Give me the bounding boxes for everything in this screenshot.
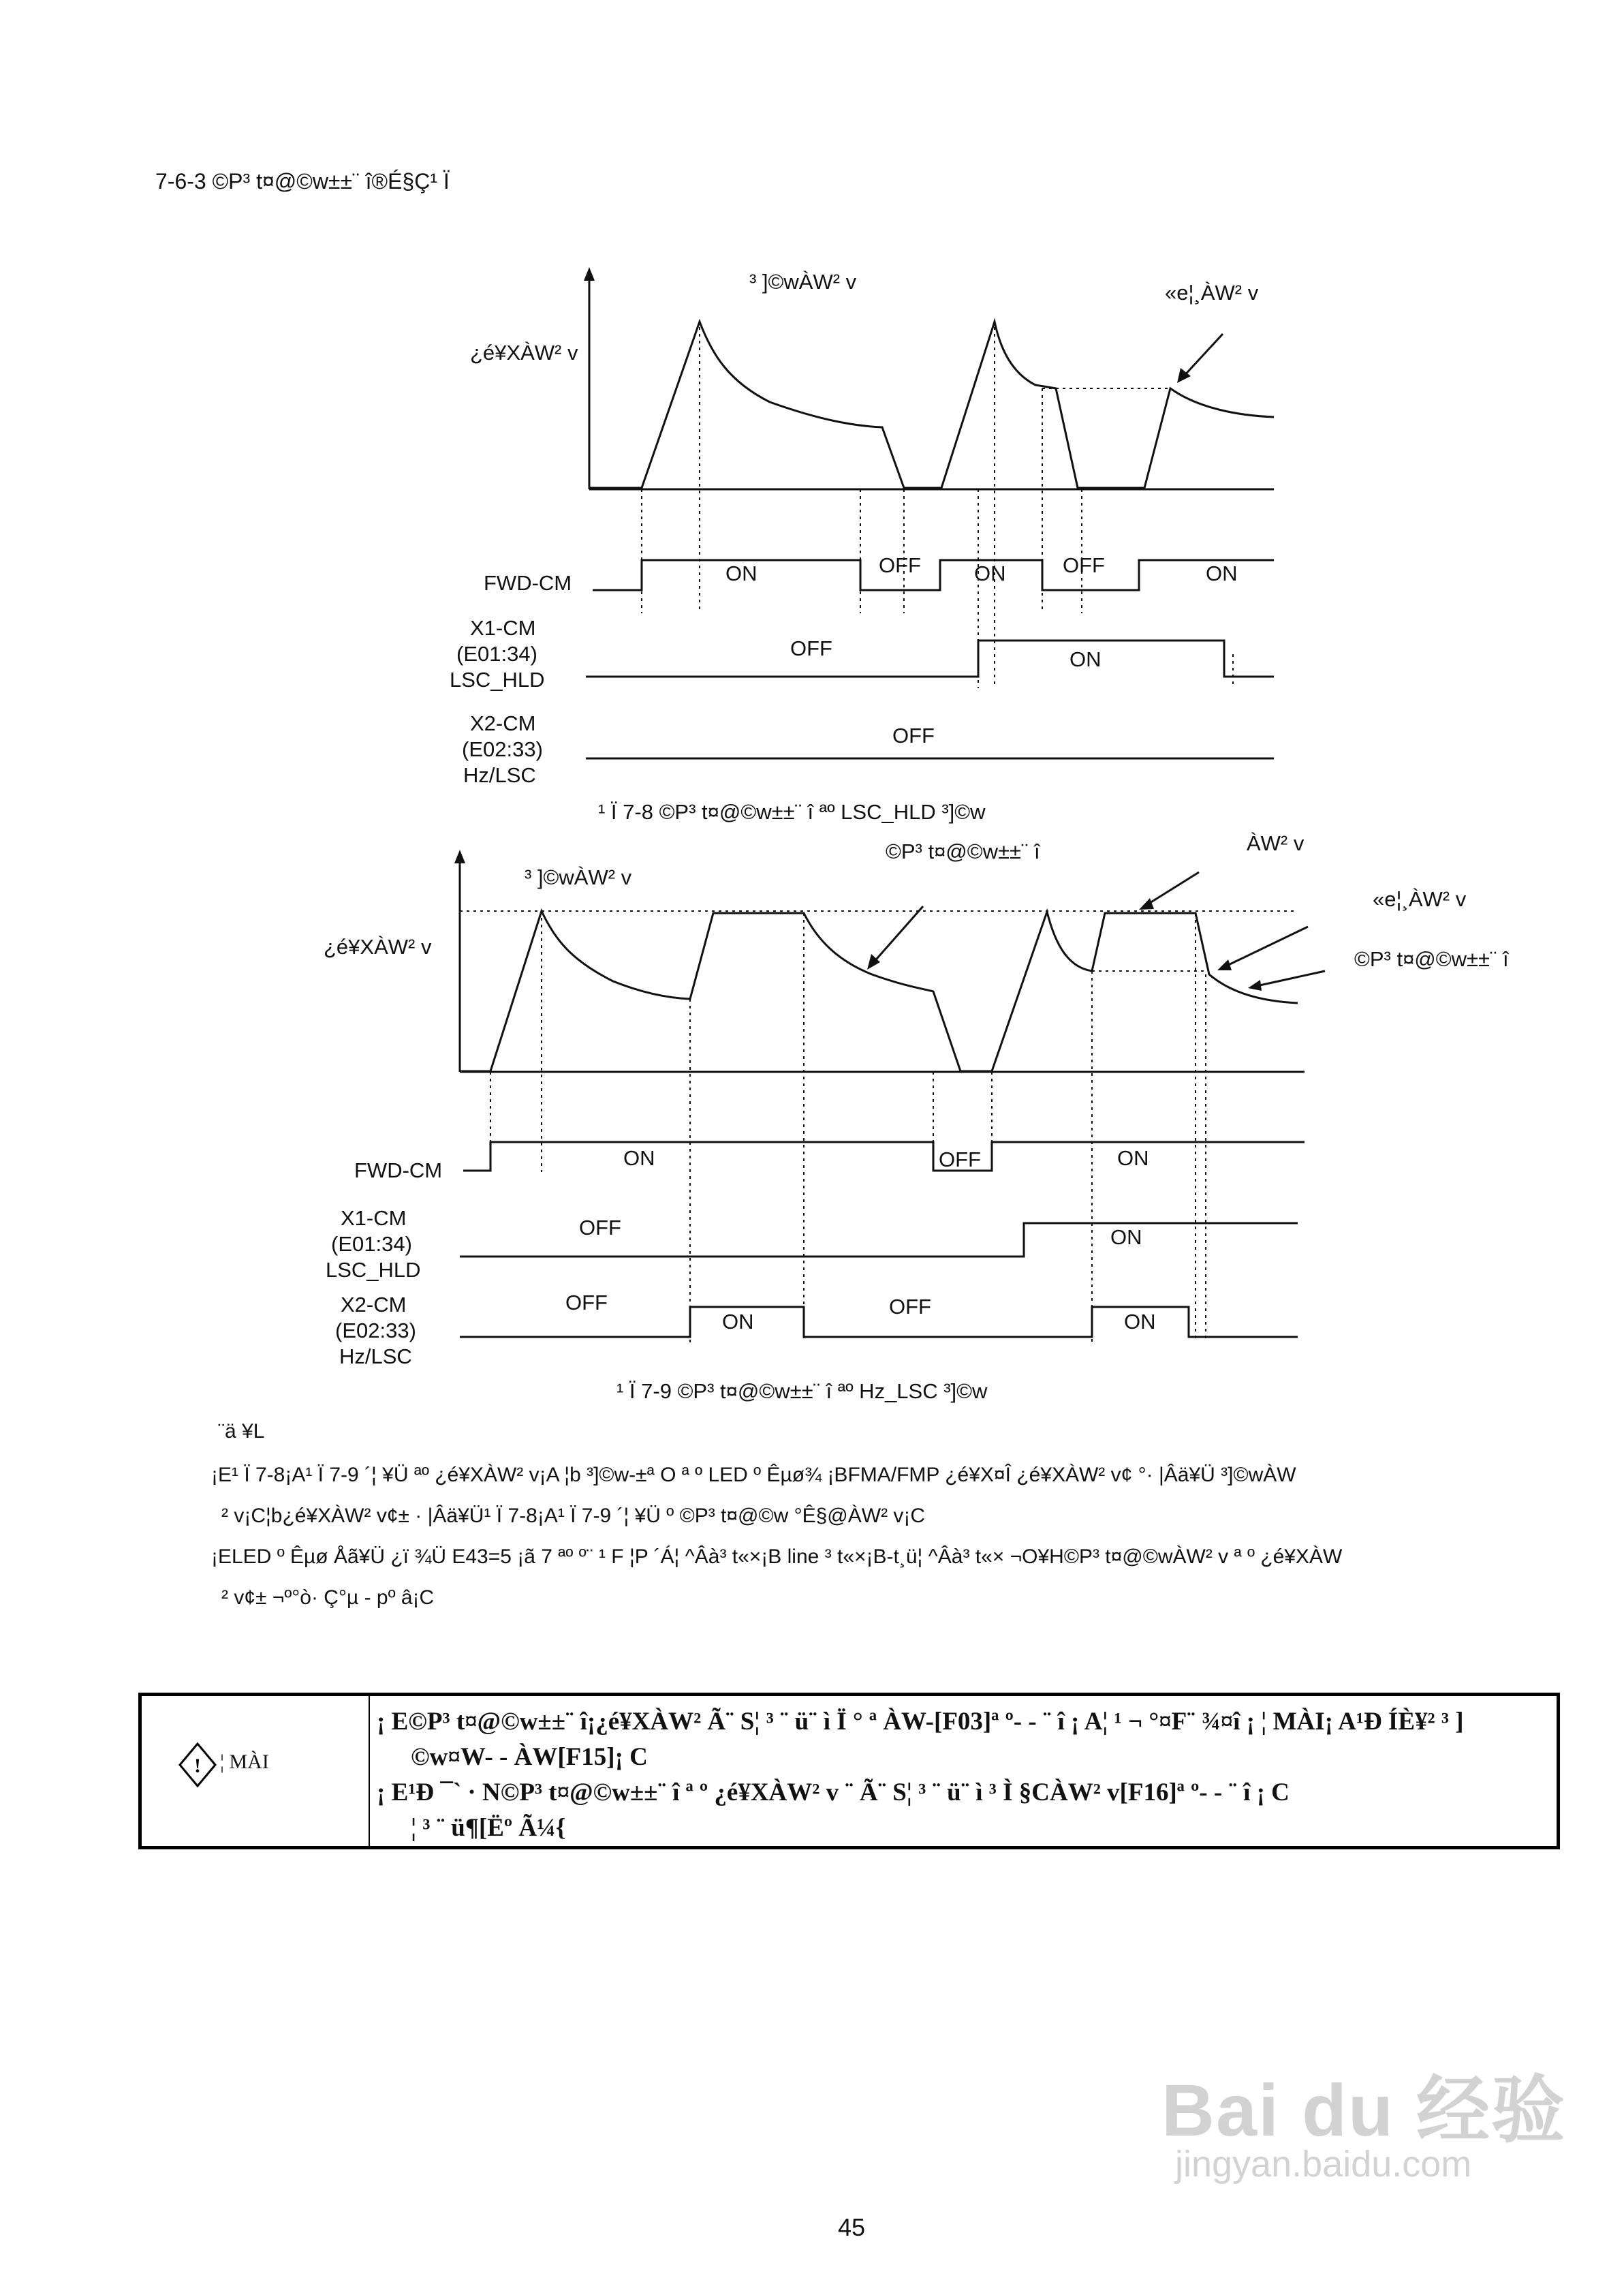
d2-arrow-const-right bbox=[1253, 971, 1325, 987]
d2-peak-label: ³ ]©wÀW² v bbox=[525, 865, 632, 889]
d1-x2-state-1: OFF bbox=[892, 724, 935, 748]
warning-line3: ¡ E¹Ð ¯` · N©P³ t¤@©w±±¨ î ª º ¿é¥XÀW² v ¨ Ã¨ S¦ ³ ¨ ü¨ ì ³ Ì §CÀW² v[F16]ª º- - ¨ î ¡ C bbox=[377, 1778, 1290, 1806]
d2-x1-label-3: LSC_HLD bbox=[326, 1258, 421, 1282]
d2-freq-label: ÀW² v bbox=[1247, 831, 1305, 855]
d2-output-label: ¿é¥XÀW² v bbox=[324, 935, 432, 959]
d2-x2-state-4: ON bbox=[1124, 1310, 1156, 1334]
d1-fwd-state-5: ON bbox=[1206, 561, 1238, 585]
d1-return-label: «e¦¸ÀW² v bbox=[1165, 281, 1259, 305]
d2-const-top-label: ©P³ t¤@©w±±¨ î bbox=[886, 840, 1040, 863]
baidu-watermark bbox=[1161, 2051, 1567, 2185]
warning-line2: ©w¤W- - ÀW[F15]¡ C bbox=[411, 1743, 648, 1771]
warning-text bbox=[377, 1704, 1551, 1846]
d2-x1-state-2: ON bbox=[1110, 1225, 1142, 1249]
d2-fwd-signal bbox=[463, 1142, 1305, 1171]
d1-x1-state-2: ON bbox=[1069, 647, 1102, 671]
d1-x1-label-2: (E01:34) bbox=[456, 642, 537, 666]
notes-p2-line1: ¡ELED º Êµø Åã¥Ü ¿ï ¾Ü E43=5 ¡ã 7 ªº º¨ ¹ F ¦P ´Á¦ ^Âà³ t«×¡B line ³ t«×¡B-t¸ü¦ ^Âà³ t«× ¬O¥H©P³ t¤@©wÀW² v ª º ¿é¥XÀW bbox=[211, 1545, 1343, 1568]
d2-x2-label-2: (E02:33) bbox=[335, 1319, 416, 1342]
d1-x1-label-3: LSC_HLD bbox=[450, 668, 545, 692]
d1-axis-arrow bbox=[584, 267, 595, 281]
d2-x2-state-1: OFF bbox=[565, 1291, 608, 1314]
d1-fwd-state-2: OFF bbox=[879, 553, 921, 577]
d1-peak-label: ³ ]©wÀW² v bbox=[749, 270, 857, 294]
notes-p2-line2: ² v¢± ¬º°ò· Ç°µ - pº â¡C bbox=[221, 1586, 435, 1609]
warning-label: ¦ MÀI bbox=[220, 1751, 269, 1773]
watermark-main: Bai du 经验 bbox=[1161, 2069, 1567, 2151]
d1-frequency-curve bbox=[589, 322, 1274, 488]
d2-x2-state-2: ON bbox=[722, 1310, 754, 1334]
d2-return-label: «e¦¸ÀW² v bbox=[1373, 887, 1467, 911]
d2-x1-label-2: (E01:34) bbox=[331, 1232, 412, 1256]
d2-caption: ¹ Ï 7-9 ©P³ t¤@©w±±¨ î ªº Hz_LSC ³]©w bbox=[616, 1379, 988, 1403]
warning-icon bbox=[177, 1741, 218, 1789]
watermark-url: jingyan.baidu.com bbox=[1175, 2144, 1472, 2185]
d1-fwd-state-3: ON bbox=[974, 561, 1006, 585]
d1-x1-state-1: OFF bbox=[790, 636, 832, 660]
notes-p1-line1: ¡E¹ Ï 7-8¡A¹ Ï 7-9 ´¦ ¥Ü ªº ¿é¥XÀW² v¡A ¦b ³]©w-±ª O ª º LED º Êµø¾ ¡BFMA/FMP ¿é¥X¤Î ¿é¥XÀW² v¢ °· |Âä¥Ü ³]©wÀW bbox=[211, 1464, 1296, 1486]
section-heading: 7-6-3 ©P³ t¤@©w±±¨ î®É§Ç¹ Ï bbox=[155, 169, 450, 194]
d1-output-label: ¿é¥XÀW² v bbox=[470, 341, 578, 365]
d1-x2-label-2: (E02:33) bbox=[462, 737, 543, 761]
d2-x2-label-3: Hz/LSC bbox=[339, 1344, 412, 1368]
d2-const-right-label: ©P³ t¤@©w±±¨ î bbox=[1354, 947, 1509, 971]
d2-x1-label-1: X1-CM bbox=[341, 1206, 407, 1230]
d2-fwd-label: FWD-CM bbox=[354, 1158, 443, 1182]
warning-icon-cell bbox=[142, 1696, 370, 1846]
d1-x1-label-1: X1-CM bbox=[470, 616, 536, 640]
d2-x1-state-1: OFF bbox=[579, 1216, 621, 1239]
d1-x2-label-1: X2-CM bbox=[470, 711, 536, 735]
d1-x2-label-3: Hz/LSC bbox=[463, 763, 536, 787]
d1-x1-signal bbox=[586, 641, 1274, 677]
d1-fwd-state-1: ON bbox=[725, 561, 758, 585]
d1-fwd-state-4: OFF bbox=[1063, 553, 1105, 577]
d1-caption: ¹ Ï 7-8 ©P³ t¤@©w±±¨ î ªº LSC_HLD ³]©w bbox=[598, 800, 986, 824]
d2-arrow-return bbox=[1223, 927, 1308, 968]
warning-box bbox=[138, 1693, 1560, 1849]
d2-fwd-state-2: OFF bbox=[939, 1148, 981, 1171]
d1-return-arrow bbox=[1182, 334, 1223, 378]
page-number: 45 bbox=[838, 2213, 866, 2241]
d2-frequency-curve bbox=[460, 911, 1298, 1071]
d2-x2-label-1: X2-CM bbox=[341, 1293, 407, 1316]
d2-arrow-freq bbox=[1144, 872, 1199, 906]
d2-x2-state-3: OFF bbox=[889, 1295, 931, 1319]
d2-arrow-const bbox=[872, 906, 923, 964]
d2-fwd-state-3: ON bbox=[1117, 1146, 1149, 1170]
warning-line1: ¡ E©P³ t¤@©w±±¨ î¡¿é¥XÀW² Ã¨ S¦ ³ ¨ ü¨ ì Ï ° ª ÀW-[F03]ª º- - ¨ î ¡ A¦ ¹ ¬ °¤F¨ ¾¤î ¡ ¦ MÀI¡ A¹Ð ÍÈ¥² ³ ] bbox=[377, 1708, 1464, 1736]
d1-fwd-signal bbox=[593, 560, 1274, 590]
notes-heading: ¨ä ¥L bbox=[218, 1420, 265, 1443]
notes-p1-line2: ² v¡C¦b¿é¥XÀW² v¢± · |Âä¥Ü¹ Ï 7-8¡A¹ Ï 7-9 ´¦ ¥Ü º ©P³ t¤@©w °Ê§@ÀW² v¡C bbox=[221, 1505, 926, 1527]
warning-line4: ¦ ³ ¨ ü¶[Ëº Ã¼{ bbox=[411, 1814, 566, 1842]
d1-fwd-label: FWD-CM bbox=[484, 571, 572, 595]
svg-text:!: ! bbox=[194, 1755, 201, 1777]
d2-fwd-state-1: ON bbox=[623, 1146, 655, 1170]
